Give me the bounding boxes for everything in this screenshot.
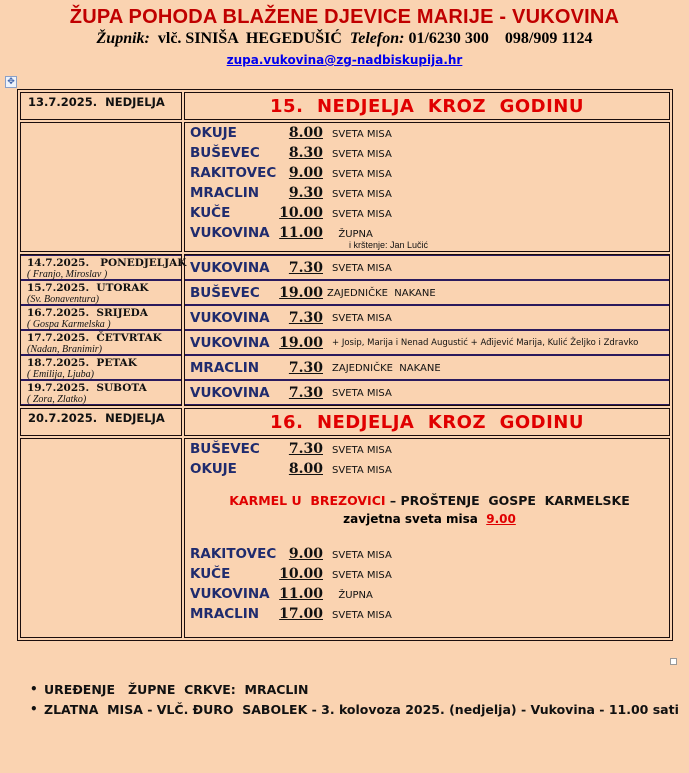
mass-time: 10.00: [279, 566, 323, 582]
mass-row: [190, 606, 669, 626]
mass-place: MRACLIN: [190, 606, 260, 622]
mass-time: 19.00: [279, 285, 323, 301]
weekday-saints: ( Emilija, Ljuba): [27, 369, 94, 380]
mass-desc: ZAJEDNIČKE NAKANE: [327, 287, 436, 299]
weekday-cell: [21, 255, 187, 280]
weekday-saints: ( Gospa Karmelska ): [27, 319, 111, 330]
mass-time: 9.30: [288, 185, 323, 201]
weekday-saints: ( Franjo, Miroslav ): [27, 269, 108, 280]
mass-time: 19.00: [279, 335, 323, 351]
bullet-icon: •: [30, 682, 38, 696]
mass-desc: ZAJEDNIČKE NAKANE: [332, 362, 441, 374]
mass-desc: SVETA MISA: [332, 387, 392, 399]
mass-desc: ŽUPNA: [332, 590, 373, 601]
mass-desc: SVETA MISA: [332, 550, 392, 561]
mass-desc: SVETA MISA: [332, 445, 392, 456]
mass-time: 17.00: [279, 606, 323, 622]
weekday-saints: ( Zora, Zlatko): [27, 394, 87, 405]
vow-label: zavjetna sveta misa: [343, 512, 487, 526]
mass-row: [190, 586, 669, 606]
sunday-title: 15. NEDJELJA KROZ GODINU: [270, 96, 584, 117]
mass-place: BUŠEVEC: [190, 285, 260, 301]
pastor-line: [0, 30, 689, 48]
weekday-date: 16.7.2025. SRIJEDA: [27, 307, 148, 319]
weekday-mass: [185, 280, 669, 305]
mass-row: [190, 205, 669, 225]
mass-desc: ŽUPNA: [332, 229, 373, 240]
sunday-header-row: [20, 408, 670, 436]
mass-desc: SVETA MISA: [332, 169, 392, 180]
mass-time: 7.30: [288, 310, 323, 326]
phone-label: Telefon:: [349, 30, 405, 47]
sunday-header-row: [20, 92, 670, 120]
pastor-label: Župnik:: [96, 30, 150, 47]
mass-place: KUČE: [190, 205, 231, 221]
mass-desc: SVETA MISA: [332, 262, 392, 274]
email-link[interactable]: zupa.vukovina@zg-nadbiskupija.hr: [226, 53, 463, 67]
mass-desc: SVETA MISA: [332, 209, 392, 220]
mass-time: 7.30: [288, 441, 323, 457]
sunday-masses-row: [20, 122, 670, 252]
mass-desc: SVETA MISA: [332, 610, 392, 621]
weekday-saints: (Sv. Bonaventura): [27, 294, 100, 305]
mass-place: OKUJE: [190, 461, 237, 477]
resize-handle-icon[interactable]: [670, 658, 677, 665]
mass-intention: + Josip, Marija i Nenad Augustić + Ađijević Marija, Kulić Željko i Zdravko: [332, 338, 639, 348]
mass-place: MRACLIN: [190, 360, 260, 376]
mass-row: [190, 125, 669, 145]
mass-place: BUŠEVEC: [190, 441, 260, 457]
mass-place: OKUJE: [190, 125, 237, 141]
mass-time: 8.30: [288, 145, 323, 161]
weekday-date: 18.7.2025. PETAK: [27, 357, 137, 369]
weekdays-row: [20, 254, 670, 406]
mass-desc: SVETA MISA: [332, 465, 392, 476]
mass-desc: SVETA MISA: [332, 312, 392, 324]
mass-time: 7.30: [288, 260, 323, 276]
mass-time: 9.00: [288, 546, 323, 562]
mass-list: [185, 439, 669, 637]
weekday-mass: [185, 330, 669, 355]
mass-place: VUKOVINA: [190, 225, 270, 241]
mass-place: VUKOVINA: [190, 586, 270, 602]
mass-row: [190, 441, 669, 461]
mass-place: MRACLIN: [190, 185, 260, 201]
mass-desc: SVETA MISA: [332, 570, 392, 581]
mass-row: [190, 145, 669, 165]
mass-desc: SVETA MISA: [332, 189, 392, 200]
mass-time: 7.30: [288, 360, 323, 376]
sunday-title: 16. NEDJELJA KROZ GODINU: [270, 412, 584, 433]
feast-name: – PROŠTENJE GOSPE KARMELSKE: [385, 493, 630, 508]
weekday-cell: [21, 305, 181, 330]
notice-item: • UREĐENJE ŽUPNE CRKVE: MRACLIN: [30, 681, 309, 697]
mass-time: 8.00: [288, 125, 323, 141]
weekday-mass: [185, 305, 669, 330]
weekday-cell: [21, 330, 181, 355]
mass-place: VUKOVINA: [190, 385, 270, 401]
mass-row: [190, 185, 669, 205]
mass-place: VUKOVINA: [190, 260, 270, 276]
pastor-name: vlč. SINIŠA HEGEDUŠIĆ: [157, 30, 342, 47]
parish-title: ŽUPA POHODA BLAŽENE DJEVICE MARIJE - VUKOVINA: [69, 6, 620, 28]
weekday-date: 15.7.2025. UTORAK: [27, 282, 149, 294]
sunday-date: 20.7.2025. NEDJELJA: [28, 411, 165, 425]
mass-time: 8.00: [288, 461, 323, 477]
vow-mass: [190, 512, 669, 526]
weekday-date: 17.7.2025. ČETVRTAK: [27, 332, 162, 344]
feast-location: KARMEL U BREZOVICI: [229, 493, 386, 508]
vow-time: 9.00: [486, 512, 516, 526]
feast-announcement: [190, 493, 669, 508]
mass-place: KUČE: [190, 566, 231, 582]
mass-place: VUKOVINA: [190, 335, 270, 351]
weekday-mass: [185, 380, 669, 405]
mass-place: RAKITOVEC: [190, 165, 277, 181]
mass-time: 11.00: [279, 225, 323, 241]
weekday-mass: [185, 255, 669, 280]
mass-desc: SVETA MISA: [332, 149, 392, 160]
sunday-title-cell: [184, 92, 670, 120]
weekday-cell: [21, 355, 181, 380]
mass-list: [185, 123, 669, 251]
weekday-mass: [185, 355, 669, 380]
bullet-icon: •: [30, 702, 38, 716]
mass-time: 11.00: [279, 586, 323, 602]
mass-place: VUKOVINA: [190, 310, 270, 326]
weekday-date: 19.7.2025. SUBOTA: [27, 382, 147, 394]
mass-place: RAKITOVEC: [190, 546, 277, 562]
mass-time: 10.00: [279, 205, 323, 221]
mass-time: 9.00: [288, 165, 323, 181]
mass-row: [190, 566, 669, 586]
weekday-cell: [21, 380, 181, 405]
sunday-date: 13.7.2025. NEDJELJA: [28, 95, 165, 109]
move-handle-icon[interactable]: ✥: [5, 76, 17, 88]
weekday-date: 14.7.2025. PONEDJELJAK: [27, 257, 187, 269]
weekday-saints: (Nadan, Branimir): [27, 344, 102, 355]
schedule-table: [17, 89, 673, 641]
mass-place: BUŠEVEC: [190, 145, 260, 161]
sunday-date-cell: [20, 92, 182, 120]
mass-row: [190, 546, 669, 566]
sunday-masses-row: [20, 438, 670, 638]
mass-row: [190, 165, 669, 185]
mass-row: [190, 461, 669, 481]
mass-desc: SVETA MISA: [332, 129, 392, 140]
phone-numbers: 01/6230 300 098/909 1124: [408, 30, 593, 47]
weekday-cell: [21, 280, 181, 305]
notices-list: [30, 679, 679, 719]
mass-time: 7.30: [288, 385, 323, 401]
notice-item: • ZLATNA MISA - VLČ. ĐURO SABOLEK - 3. kolovoza 2025. (nedjelja) - Vukovina - 11.00 sati: [30, 701, 679, 717]
baptism-note: i krštenje: Jan Lučić: [349, 240, 429, 250]
